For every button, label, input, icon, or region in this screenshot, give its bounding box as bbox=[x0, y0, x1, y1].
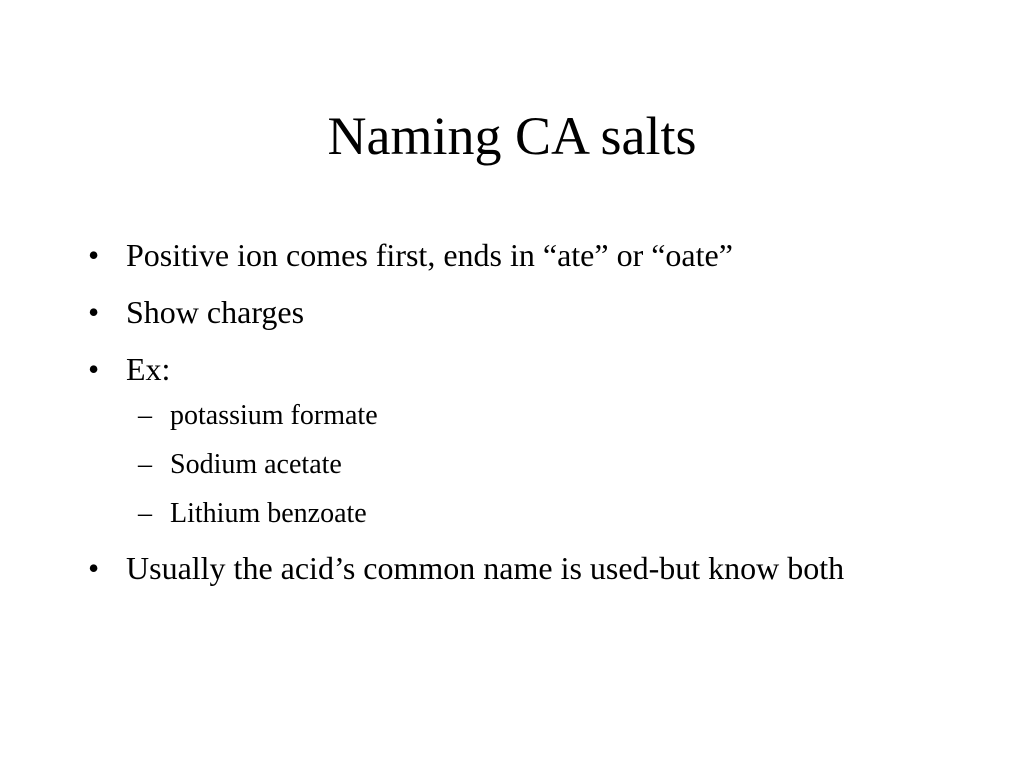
sub-bullet-text: Sodium acetate bbox=[170, 449, 342, 480]
bullet-marker: • bbox=[88, 351, 100, 387]
bullet-list bbox=[88, 232, 948, 602]
sub-bullet-item bbox=[126, 494, 948, 534]
sub-bullet-marker: – bbox=[138, 449, 152, 480]
sub-bullet-text: Lithium benzoate bbox=[170, 498, 367, 529]
sub-bullet-marker: – bbox=[138, 498, 152, 529]
slide-title: Naming CA salts bbox=[327, 106, 697, 166]
sub-bullet-list bbox=[126, 396, 948, 534]
bullet-marker: • bbox=[88, 237, 100, 273]
bullet-text: Usually the acid’s common name is used-but know both bbox=[126, 550, 845, 586]
bullet-item bbox=[88, 346, 948, 534]
bullet-marker: • bbox=[88, 550, 100, 586]
bullet-text: Ex: bbox=[126, 351, 171, 387]
bullet-marker: • bbox=[88, 294, 100, 330]
bullet-item bbox=[88, 289, 948, 335]
bullet-text: Positive ion comes first, ends in “ate” or “oate” bbox=[126, 237, 733, 273]
sub-bullet-marker: – bbox=[138, 400, 152, 431]
sub-bullet-item bbox=[126, 445, 948, 485]
sub-bullet-item bbox=[126, 396, 948, 436]
bullet-item bbox=[88, 232, 948, 278]
bullet-item bbox=[88, 545, 948, 591]
sub-bullet-text: potassium formate bbox=[170, 400, 378, 431]
bullet-text: Show charges bbox=[126, 294, 305, 330]
